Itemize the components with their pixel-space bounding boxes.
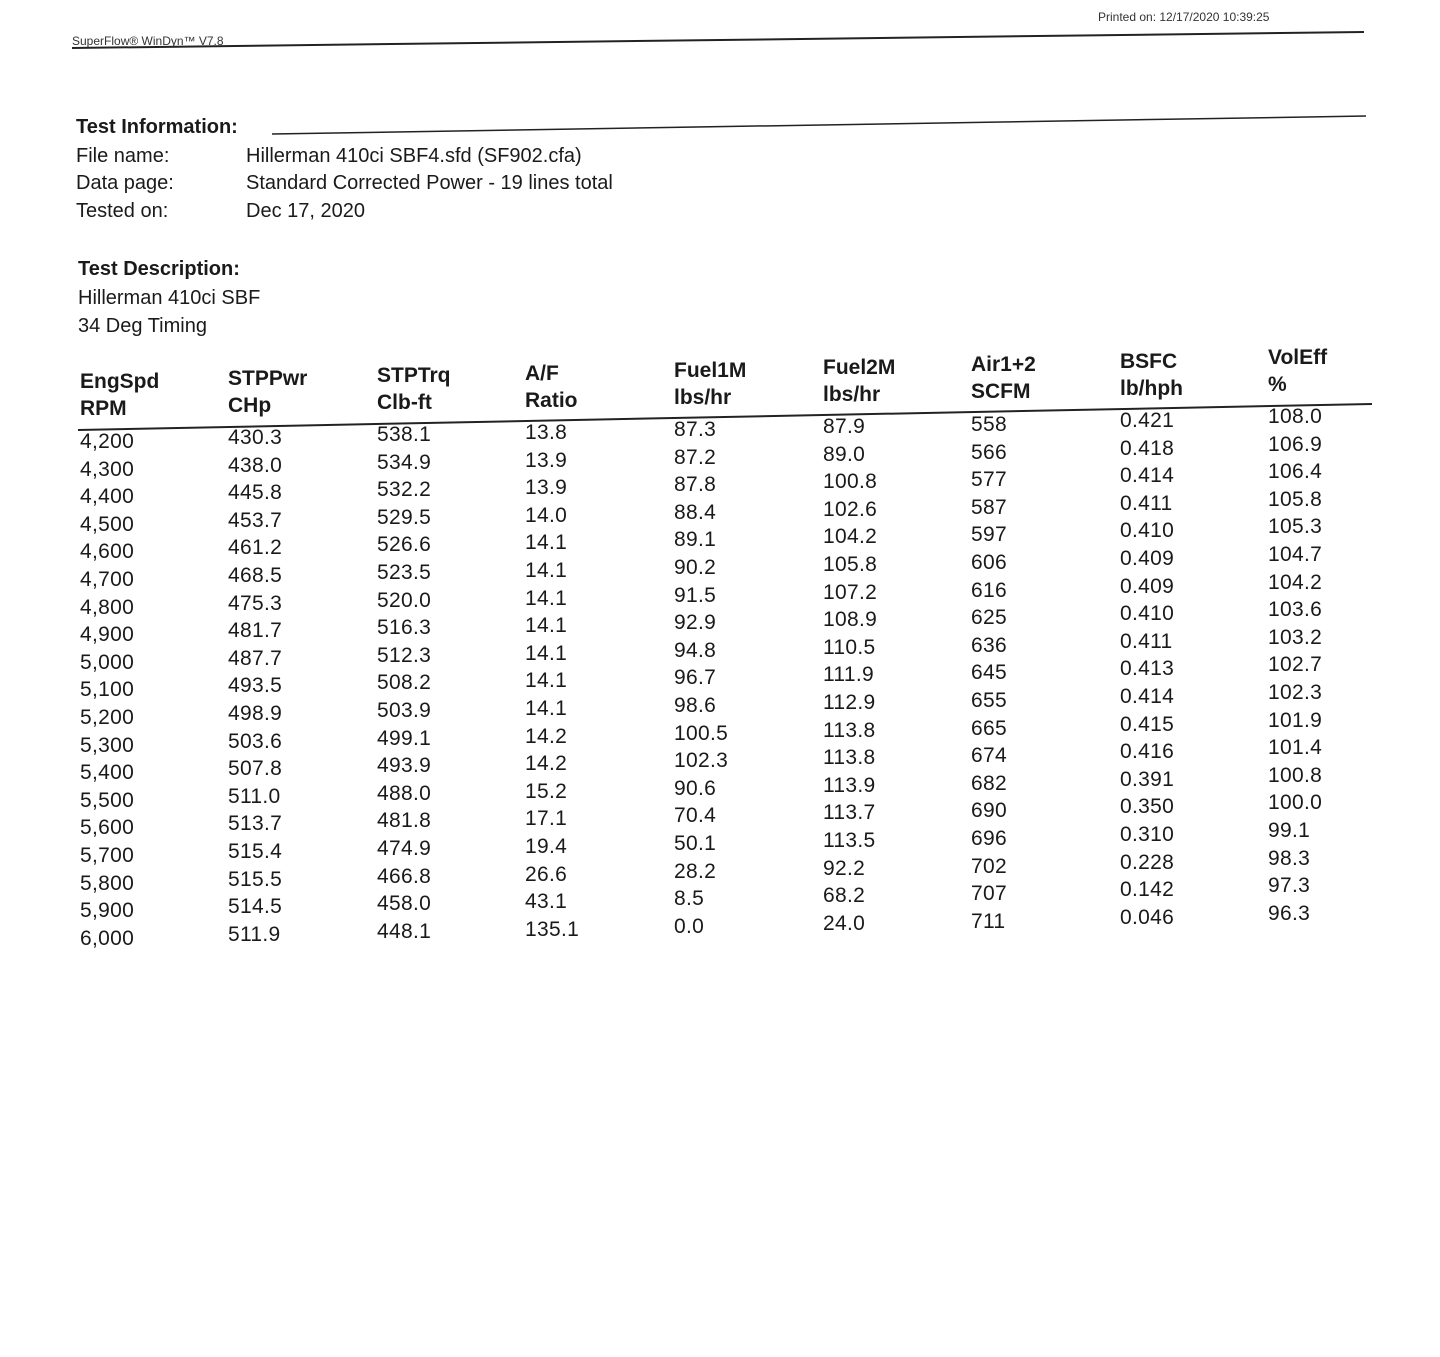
column-unit: lbs/hr [823, 383, 881, 406]
table-cell-voleff: 103.6 [1268, 598, 1323, 622]
test-information-title: Test Information: [76, 116, 238, 138]
table-cell-bsfc: 0.418 [1120, 436, 1175, 460]
table-cell-air: 636 [971, 633, 1007, 657]
table-cell-engspd: 4,400 [80, 485, 135, 509]
table-cell-fuel1m: 90.2 [674, 556, 717, 579]
table-cell-fuel1m: 0.0 [674, 914, 705, 938]
info-value: Dec 17, 2020 [246, 200, 365, 222]
table-cell-voleff: 96.3 [1268, 901, 1311, 925]
table-cell-af-ratio: 26.6 [525, 862, 568, 886]
table-cell-fuel1m: 102.3 [674, 749, 729, 773]
table-cell-bsfc: 0.409 [1120, 574, 1175, 598]
table-cell-engspd: 5,200 [80, 706, 135, 729]
table-cell-engspd: 6,000 [80, 926, 135, 950]
table-cell-voleff: 106.9 [1268, 432, 1323, 456]
table-cell-bsfc: 0.310 [1120, 823, 1175, 846]
table-cell-fuel2m: 89.0 [823, 442, 866, 466]
table-cell-bsfc: 0.421 [1120, 409, 1175, 432]
table-cell-fuel1m: 89.1 [674, 528, 717, 552]
table-cell-air: 566 [971, 440, 1007, 464]
table-cell-fuel1m: 100.5 [674, 721, 729, 745]
table-cell-bsfc: 0.350 [1120, 795, 1175, 819]
table-cell-stptrq: 503.9 [377, 699, 432, 722]
software-name: SuperFlow® WinDyn™ V7.8 [72, 34, 224, 48]
table-cell-engspd: 4,700 [80, 568, 135, 591]
table-cell-stptrq: 499.1 [377, 726, 432, 750]
table-cell-air: 587 [971, 495, 1007, 519]
info-label: File name: [76, 145, 170, 167]
table-cell-bsfc: 0.414 [1120, 685, 1175, 708]
table-cell-stppwr: 511.9 [228, 922, 281, 946]
table-cell-stptrq: 448.1 [377, 919, 432, 943]
table-cell-af-ratio: 17.1 [525, 807, 568, 831]
column-name: A/F [525, 362, 559, 385]
table-cell-af-ratio: 14.0 [525, 503, 568, 527]
table-cell-voleff: 101.9 [1268, 708, 1323, 732]
column-unit: lbs/hr [674, 386, 732, 409]
table-cell-fuel2m: 104.2 [823, 525, 878, 549]
table-cell-fuel2m: 113.5 [823, 829, 876, 852]
table-cell-af-ratio: 14.1 [525, 641, 568, 665]
table-cell-air: 558 [971, 413, 1007, 436]
table-cell-engspd: 4,500 [80, 512, 135, 536]
table-cell-voleff: 102.7 [1268, 653, 1323, 677]
table-cell-af-ratio: 14.1 [525, 697, 568, 720]
table-cell-engspd: 5,500 [80, 788, 135, 812]
table-cell-af-ratio: 13.9 [525, 476, 568, 500]
column-name: STPTrq [377, 364, 451, 387]
column-name: Fuel1M [674, 359, 747, 382]
table-cell-af-ratio: 13.8 [525, 421, 568, 444]
description-line: 34 Deg Timing [78, 315, 207, 337]
table-cell-fuel1m: 98.6 [674, 694, 717, 717]
printed-timestamp: Printed on: 12/17/2020 10:39:25 [1098, 10, 1270, 24]
table-cell-stptrq: 526.6 [377, 533, 432, 557]
table-cell-fuel2m: 105.8 [823, 553, 878, 576]
table-cell-bsfc: 0.046 [1120, 905, 1175, 929]
table-cell-stppwr: 445.8 [228, 481, 283, 505]
column-unit: % [1268, 373, 1287, 396]
table-cell-voleff: 100.0 [1268, 791, 1323, 815]
table-cell-fuel2m: 111.9 [823, 663, 874, 687]
table-cell-fuel2m: 108.9 [823, 608, 878, 632]
table-cell-voleff: 98.3 [1268, 846, 1311, 870]
table-cell-stptrq: 474.9 [377, 837, 432, 860]
table-cell-fuel2m: 92.2 [823, 856, 866, 880]
table-cell-air: 597 [971, 523, 1007, 547]
table-cell-bsfc: 0.414 [1120, 464, 1175, 488]
table-cell-stppwr: 453.7 [228, 508, 283, 532]
column-name: EngSpd [80, 370, 160, 393]
table-cell-fuel2m: 113.7 [823, 801, 876, 825]
table-cell-fuel1m: 90.6 [674, 776, 717, 800]
table-cell-stppwr: 507.8 [228, 757, 283, 781]
table-cell-engspd: 4,800 [80, 595, 135, 619]
table-cell-af-ratio: 14.2 [525, 752, 568, 776]
table-cell-voleff: 104.2 [1268, 570, 1323, 594]
table-cell-stptrq: 523.5 [377, 561, 432, 584]
table-cell-voleff: 102.3 [1268, 681, 1323, 704]
table-cell-fuel2m: 110.5 [823, 635, 876, 659]
table-cell-af-ratio: 135.1 [525, 917, 580, 941]
table-cell-stppwr: 511.0 [228, 784, 281, 808]
column-unit: lb/hph [1120, 377, 1183, 400]
table-cell-air: 606 [971, 551, 1007, 574]
table-cell-stppwr: 487.7 [228, 646, 283, 670]
table-cell-stptrq: 532.2 [377, 478, 432, 502]
column-unit: Clb-ft [377, 391, 432, 414]
table-cell-af-ratio: 19.4 [525, 835, 568, 858]
column-name: Fuel2M [823, 356, 896, 379]
table-cell-stppwr: 493.5 [228, 674, 283, 698]
table-cell-bsfc: 0.411 [1120, 491, 1173, 515]
table-cell-air: 707 [971, 882, 1007, 906]
table-cell-stptrq: 534.9 [377, 450, 432, 474]
table-cell-stppwr: 475.3 [228, 591, 283, 615]
table-cell-engspd: 5,000 [80, 650, 135, 674]
info-value: Hillerman 410ci SBF4.sfd (SF902.cfa) [246, 145, 582, 167]
table-cell-bsfc: 0.410 [1120, 602, 1175, 626]
table-cell-fuel2m: 102.6 [823, 497, 878, 521]
table-cell-engspd: 5,300 [80, 733, 135, 757]
table-cell-fuel2m: 24.0 [823, 911, 866, 935]
table-cell-bsfc: 0.228 [1120, 850, 1175, 874]
table-cell-engspd: 4,300 [80, 457, 135, 481]
table-cell-af-ratio: 14.1 [525, 531, 568, 555]
table-cell-air: 674 [971, 744, 1007, 768]
table-cell-stppwr: 503.6 [228, 729, 283, 753]
column-unit: Ratio [525, 389, 578, 412]
info-value: Standard Corrected Power - 19 lines total [246, 172, 613, 194]
table-cell-engspd: 5,100 [80, 678, 135, 702]
table-cell-stppwr: 461.2 [228, 536, 283, 560]
table-cell-fuel2m: 113.8 [823, 746, 876, 770]
table-cell-fuel2m: 68.2 [823, 884, 866, 908]
table-cell-voleff: 105.3 [1268, 515, 1323, 539]
table-cell-stppwr: 514.5 [228, 895, 283, 919]
table-cell-af-ratio: 14.1 [525, 559, 568, 582]
table-cell-fuel2m: 100.8 [823, 470, 878, 494]
column-unit: CHp [228, 394, 272, 417]
table-cell-stptrq: 512.3 [377, 643, 432, 667]
column-header-air [971, 351, 1036, 405]
table-cell-bsfc: 0.416 [1120, 740, 1175, 764]
column-name: VolEff [1268, 346, 1328, 369]
table-cell-engspd: 5,400 [80, 761, 135, 785]
column-unit: SCFM [971, 380, 1031, 403]
column-name: STPPwr [228, 367, 308, 390]
table-cell-engspd: 5,600 [80, 816, 135, 840]
table-cell-air: 577 [971, 468, 1007, 492]
table-cell-af-ratio: 13.9 [525, 448, 568, 472]
table-cell-fuel1m: 92.9 [674, 611, 717, 635]
table-cell-engspd: 5,800 [80, 871, 135, 895]
table-cell-bsfc: 0.410 [1120, 519, 1175, 543]
table-cell-stptrq: 520.0 [377, 588, 432, 612]
table-cell-voleff: 104.7 [1268, 543, 1323, 566]
table-cell-engspd: 4,200 [80, 430, 135, 453]
table-cell-air: 625 [971, 606, 1007, 630]
table-cell-air: 645 [971, 661, 1007, 685]
table-cell-af-ratio: 14.1 [525, 669, 568, 693]
table-cell-bsfc: 0.413 [1120, 657, 1175, 681]
table-cell-fuel2m: 107.2 [823, 580, 878, 604]
table-cell-af-ratio: 15.2 [525, 779, 568, 803]
table-cell-air: 696 [971, 827, 1007, 850]
table-cell-fuel2m: 113.9 [823, 773, 876, 797]
table-cell-af-ratio: 14.1 [525, 586, 568, 610]
table-cell-air: 682 [971, 771, 1007, 795]
table-cell-stppwr: 430.3 [228, 426, 283, 449]
table-cell-voleff: 100.8 [1268, 763, 1323, 787]
table-cell-bsfc: 0.142 [1120, 878, 1175, 902]
table-cell-fuel1m: 50.1 [674, 832, 717, 855]
table-cell-air: 702 [971, 854, 1007, 878]
table-cell-voleff: 99.1 [1268, 819, 1311, 842]
table-cell-fuel1m: 87.2 [674, 445, 717, 469]
table-cell-engspd: 5,700 [80, 844, 135, 867]
table-cell-fuel1m: 96.7 [674, 666, 717, 690]
table-cell-stptrq: 458.0 [377, 892, 432, 916]
column-name: BSFC [1120, 350, 1178, 373]
table-cell-af-ratio: 43.1 [525, 890, 568, 914]
table-cell-fuel1m: 87.8 [674, 473, 717, 497]
table-cell-af-ratio: 14.2 [525, 724, 568, 748]
table-cell-voleff: 108.0 [1268, 405, 1323, 428]
table-cell-fuel2m: 112.9 [823, 691, 876, 714]
table-cell-engspd: 4,600 [80, 540, 135, 564]
table-cell-fuel1m: 8.5 [674, 887, 705, 911]
table-cell-bsfc: 0.411 [1120, 629, 1173, 653]
column-name: Air1+2 [971, 353, 1036, 376]
table-cell-af-ratio: 14.1 [525, 614, 568, 638]
column-unit: RPM [80, 397, 127, 420]
column-header-bsfc [1120, 348, 1183, 402]
table-cell-stptrq: 538.1 [377, 423, 432, 446]
table-cell-fuel1m: 28.2 [674, 859, 717, 883]
table-cell-stppwr: 513.7 [228, 812, 283, 836]
table-cell-voleff: 106.4 [1268, 460, 1323, 484]
table-cell-stptrq: 516.3 [377, 616, 432, 640]
table-header-rule [78, 398, 1372, 432]
table-cell-bsfc: 0.391 [1120, 767, 1175, 791]
table-cell-stptrq: 529.5 [377, 505, 432, 529]
table-cell-stptrq: 508.2 [377, 671, 432, 695]
table-cell-stptrq: 481.8 [377, 809, 432, 833]
table-cell-fuel1m: 87.3 [674, 418, 717, 441]
table-cell-stptrq: 493.9 [377, 754, 432, 778]
table-cell-air: 690 [971, 799, 1007, 823]
table-cell-fuel1m: 88.4 [674, 500, 717, 524]
table-cell-fuel2m: 87.9 [823, 415, 866, 438]
table-cell-stptrq: 466.8 [377, 864, 432, 888]
info-label: Data page: [76, 172, 174, 194]
test-description-title: Test Description: [78, 258, 240, 280]
table-cell-voleff: 103.2 [1268, 625, 1323, 649]
table-cell-fuel2m: 113.8 [823, 718, 876, 742]
table-cell-stppwr: 438.0 [228, 453, 283, 477]
table-cell-engspd: 5,900 [80, 899, 135, 923]
table-cell-fuel1m: 70.4 [674, 804, 717, 828]
table-cell-air: 655 [971, 689, 1007, 712]
table-cell-voleff: 97.3 [1268, 874, 1311, 898]
table-cell-bsfc: 0.415 [1120, 712, 1175, 736]
description-line: Hillerman 410ci SBF [78, 287, 261, 309]
table-cell-fuel1m: 94.8 [674, 638, 717, 662]
table-cell-fuel1m: 91.5 [674, 583, 717, 607]
info-label: Tested on: [76, 200, 169, 222]
table-cell-voleff: 101.4 [1268, 736, 1323, 760]
table-cell-bsfc: 0.409 [1120, 547, 1175, 570]
table-cell-engspd: 4,900 [80, 623, 135, 647]
table-cell-stppwr: 515.5 [228, 867, 283, 891]
column-header-voleff [1268, 344, 1327, 398]
table-cell-air: 616 [971, 578, 1007, 602]
table-cell-stppwr: 515.4 [228, 840, 283, 863]
table-cell-air: 711 [971, 909, 1006, 933]
table-cell-stppwr: 468.5 [228, 564, 283, 587]
table-cell-stppwr: 498.9 [228, 702, 283, 725]
table-cell-stptrq: 488.0 [377, 781, 432, 805]
table-cell-air: 665 [971, 716, 1007, 740]
table-cell-stppwr: 481.7 [228, 619, 283, 643]
table-cell-voleff: 105.8 [1268, 487, 1323, 511]
